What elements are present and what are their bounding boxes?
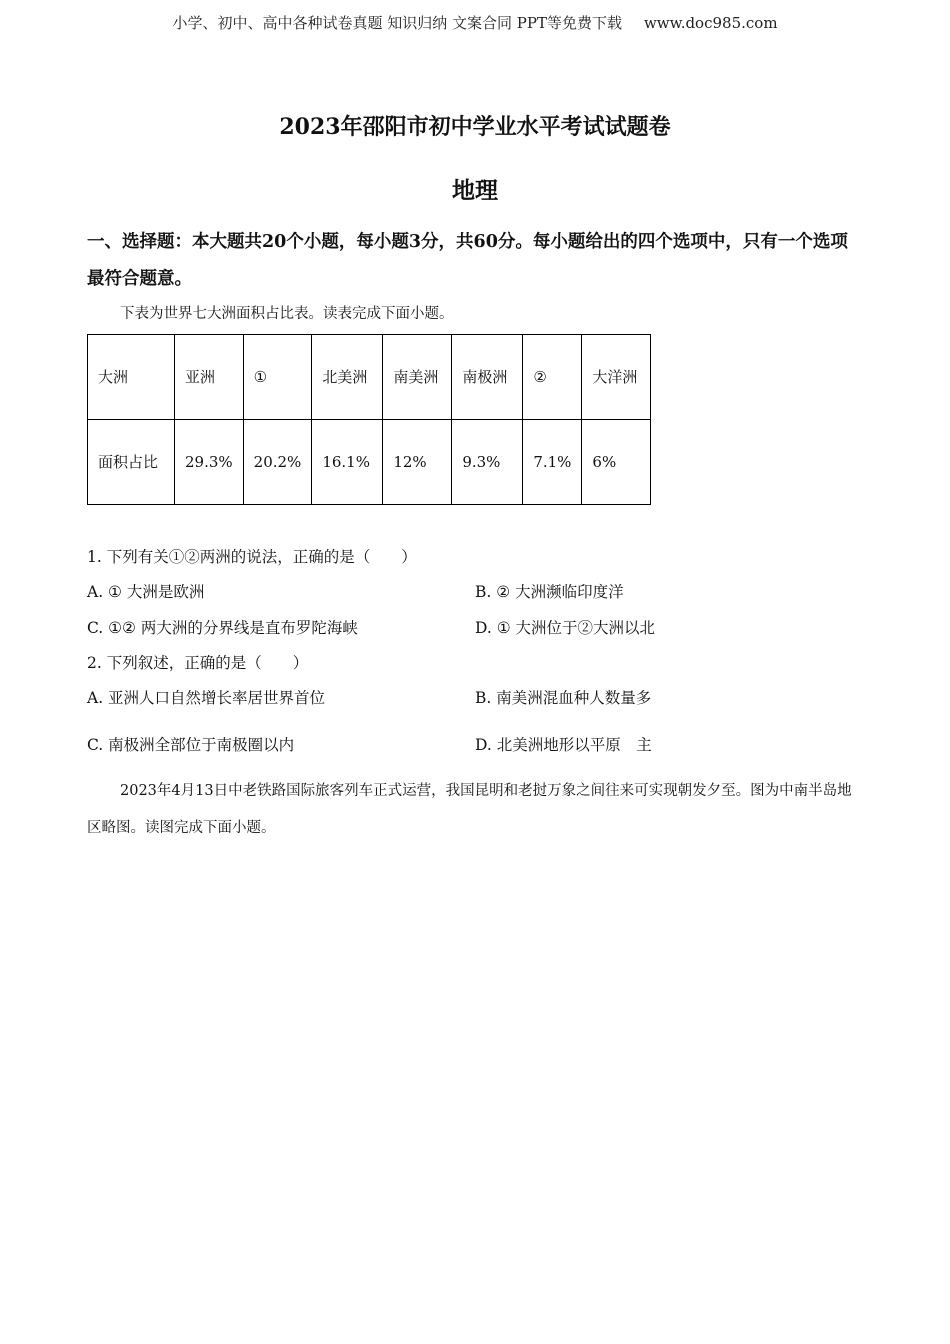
table-cell: 12% <box>383 420 452 505</box>
header-url[interactable]: www.doc985.com <box>643 14 778 32</box>
page-header <box>0 12 950 33</box>
table-cell: ② <box>523 335 582 420</box>
question-2-stem: 2. 下列叙述，正确的是（ ） <box>87 654 309 672</box>
header-text: 小学、初中、高中各种试卷真题 知识归纳 文案合同 PPT等免费下载 <box>172 14 622 32</box>
table-cell: 6% <box>582 420 651 505</box>
table-cell: ① <box>243 335 312 420</box>
question-1-option-c: C. ①② 两大洲的分界线是直布罗陀海峡 <box>87 619 358 637</box>
table-row <box>88 335 651 420</box>
continent-area-table <box>87 334 651 505</box>
table-cell: 北美洲 <box>312 335 383 420</box>
table-intro: 下表为世界七大洲面积占比表。读表完成下面小题。 <box>120 306 454 322</box>
question-1-option-a: A. ① 大洲是欧洲 <box>87 583 205 601</box>
table-cell: 7.1% <box>523 420 582 505</box>
table-cell: 20.2% <box>243 420 312 505</box>
subject-title: 地理 <box>452 177 498 204</box>
table-cell: 大洲 <box>88 335 175 420</box>
question-2-option-b: B. 南美洲混血种人数量多 <box>475 689 652 707</box>
question-1-option-b: B. ② 大洲濒临印度洋 <box>475 583 624 601</box>
table-cell: 大洋洲 <box>582 335 651 420</box>
question-2-option-c: C. 南极洲全部位于南极圈以内 <box>87 736 295 754</box>
question-1-option-d: D. ① 大洲位于②大洲以北 <box>475 619 656 637</box>
table-cell: 16.1% <box>312 420 383 505</box>
table-cell: 南极洲 <box>452 335 523 420</box>
table-cell: 南美洲 <box>383 335 452 420</box>
table-cell: 亚洲 <box>175 335 244 420</box>
section-heading: 一、选择题：本大题共20个小题，每小题3分，共60分。每小题给出的四个选项中，只有一个选项最符合题意。 <box>87 232 848 289</box>
question-1-stem: 1. 下列有关①②两洲的说法，正确的是（ ） <box>87 548 417 566</box>
table-cell: 面积占比 <box>88 420 175 505</box>
question-2-option-d: D. 北美洲地形以平原 主 <box>475 736 652 754</box>
question-2-option-a: A. 亚洲人口自然增长率居世界首位 <box>87 689 326 707</box>
page-title: 2023年邵阳市初中学业水平考试试题卷 <box>279 114 671 140</box>
table-row <box>88 420 651 505</box>
table-cell: 9.3% <box>452 420 523 505</box>
map-intro-paragraph: 2023年4月13日中老铁路国际旅客列车正式运营，我国昆明和老挝万象之间往来可实现朝发夕至。图为中南半岛地区略图。读图完成下面小题。 <box>87 783 852 836</box>
table-cell: 29.3% <box>175 420 244 505</box>
